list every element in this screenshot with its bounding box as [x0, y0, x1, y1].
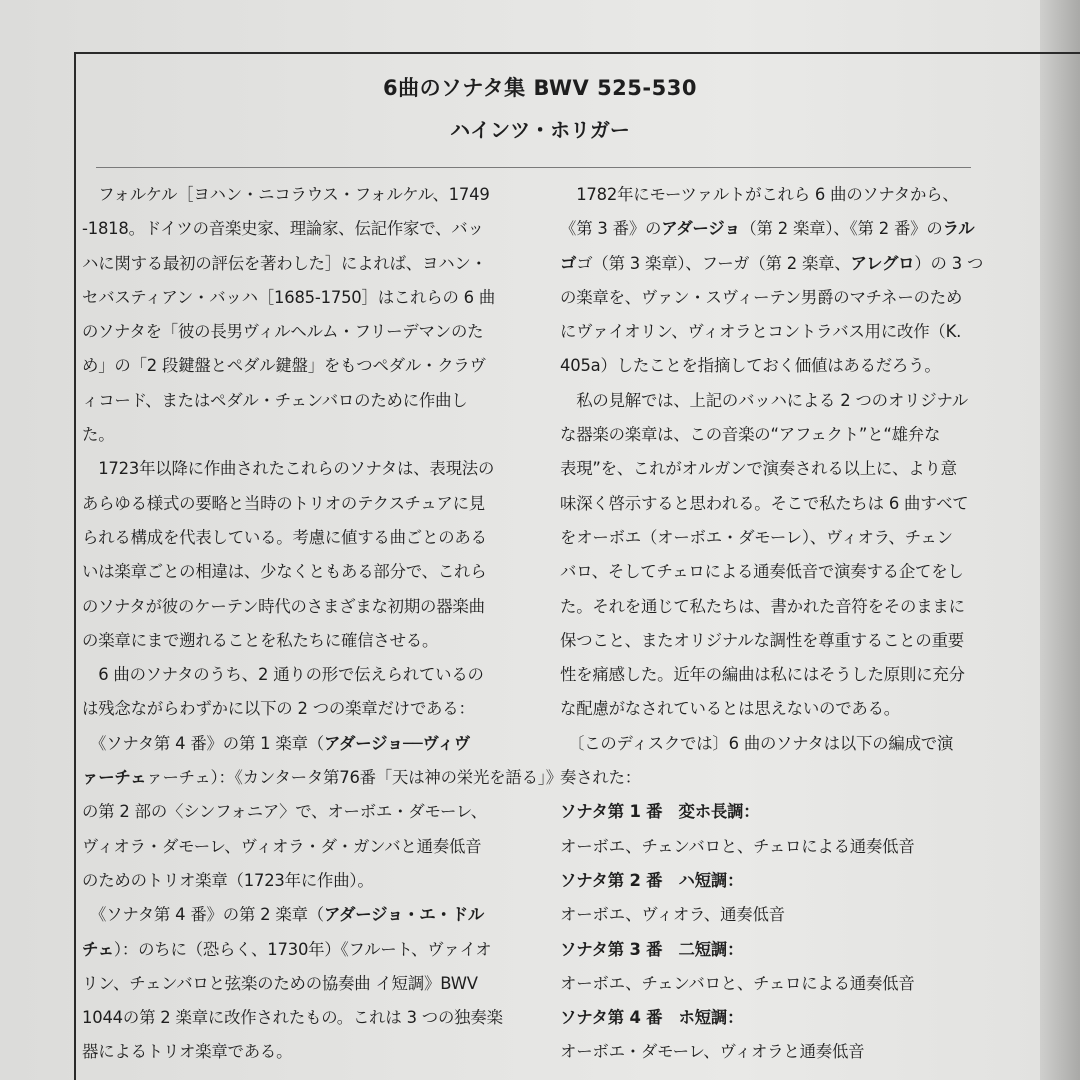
- text-line: の第 2 部の〈シンフォニア〉で、オーボエ・ダモーレ、: [82, 802, 487, 822]
- right-column: [560, 178, 1000, 1070]
- text-line: 奏された：: [560, 768, 641, 788]
- movement-title: ラル: [942, 219, 975, 239]
- text-line: た。: [82, 425, 115, 445]
- text-fragment: ）：のちに（恐らく、1730年）《フルート、ヴァイオ: [113, 939, 492, 959]
- text-line: -1818。ドイツの音楽史家、理論家、伝記作家で、バッ: [82, 219, 484, 239]
- sonata-heading: ソナタ第 1 番 変ホ長調：: [560, 802, 760, 822]
- text-line: [560, 247, 1000, 281]
- text-line: られる構成を代表している。考慮に値する曲ごとのある: [82, 527, 487, 547]
- sonata-heading: ソナタ第 4 番 ホ短調：: [560, 1008, 744, 1028]
- left-column: [82, 178, 562, 1070]
- text-line: は残念ながらわずかに以下の 2 つの楽章だけである：: [82, 699, 475, 719]
- text-fragment: ゴ（第 3 楽章）、フーガ（第 2 楽章、: [576, 253, 851, 273]
- text-line: [82, 898, 522, 932]
- text-line: をオーボエ（オーボエ・ダモーレ）、ヴィオラ、チェン: [560, 527, 953, 547]
- text-line: の楽章を、ヴァン・スヴィーテン男爵のマチネーのため: [560, 287, 963, 307]
- text-line: いは楽章ごとの相違は、少なくともある部分で、これら: [82, 562, 487, 582]
- text-line: 器によるトリオ楽章である。: [82, 1042, 293, 1062]
- movement-title: アレグロ: [850, 253, 915, 273]
- sonata-heading: ソナタ第 3 番 二短調：: [560, 939, 744, 959]
- text-fragment: 《ソナタ第 4 番》の第 1 楽章（: [82, 733, 324, 753]
- text-fragment: 《第 3 番》の: [560, 219, 662, 239]
- text-line: 6 曲のソナタのうち、2 通りの形で伝えられているの: [82, 665, 484, 685]
- text-line: 表現”を、これがオルガンで演奏される以上に、より意: [560, 459, 957, 479]
- text-line: た。それを通じて私たちは、書かれた音符をそのままに: [560, 596, 965, 616]
- text-fragment: （第 2 楽章）、《第 2 番》の: [740, 219, 943, 239]
- sonata-instruments: オーボエ・ダモーレ、ヴィオラと通奏低音: [560, 1042, 865, 1062]
- movement-title: ゴ: [560, 253, 577, 273]
- text-line: 405a）したことを指摘しておく価値はあるだろう。: [560, 356, 941, 376]
- text-line: にヴァイオリン、ヴィオラとコントラバス用に改作（K.: [560, 322, 962, 342]
- text-line: の楽章にまで遡れることを私たちに確信させる。: [82, 630, 439, 650]
- movement-title: アダージョ・エ・ドル: [323, 905, 485, 925]
- text-line: ヴィオラ・ダモーレ、ヴィオラ・ダ・ガンバと通奏低音: [82, 836, 482, 856]
- text-line: あらゆる様式の要略と当時のトリオのテクスチュアに見: [82, 493, 485, 513]
- text-fragment: ）の 3 つ: [914, 253, 984, 273]
- text-line: 1044の第 2 楽章に改作されたもの。これは 3 つの独奏楽: [82, 1008, 503, 1028]
- text-line: セバスティアン・バッハ［1685-1750］はこれらの 6 曲: [82, 287, 496, 307]
- text-line: な配慮がなされているとは思えないのである。: [560, 699, 901, 719]
- movement-title: アダージョ──ヴィヴ: [323, 733, 471, 753]
- text-line: 〔このディスクでは〕6 曲のソナタは以下の編成で演: [560, 733, 954, 753]
- text-line: リン、チェンバロと弦楽のための協奏曲 イ短調》BWV: [82, 973, 478, 993]
- text-line: な器楽の楽章は、この音楽の“アフェクト”と“雄弁な: [560, 425, 941, 445]
- author-name: ハインツ・ホリガー: [450, 118, 630, 142]
- movement-title: チェ: [82, 939, 114, 959]
- text-line: のためのトリオ楽章（1723年に作曲）。: [82, 870, 374, 890]
- text-line: 私の見解では、上記のバッハによる 2 つのオリジナル: [560, 390, 969, 410]
- sonata-instruments: オーボエ、ヴィオラ、通奏低音: [560, 905, 785, 925]
- page-title: 6曲のソナタ集 BWV 525-530: [383, 76, 697, 100]
- text-line: フォルケル［ヨハン・ニコラウス・フォルケル、1749: [82, 185, 490, 204]
- text-line: バロ、そしてチェロによる通奏低音で演奏する企てをし: [560, 562, 964, 582]
- header-divider: [96, 167, 971, 168]
- sonata-instruments: オーボエ、チェンバロと、チェロによる通奏低音: [560, 836, 915, 856]
- movement-title: ァーチェ: [82, 768, 147, 788]
- text-line: のソナタが彼のケーテン時代のさまざまな初期の器楽曲: [82, 596, 485, 616]
- text-fragment: ァーチェ）：《カンタータ第76番「天は神の栄光を語る」》: [146, 768, 562, 788]
- text-line: ハに関する最初の評伝を著わした］によれば、ヨハン・: [82, 253, 487, 273]
- text-line: め」の「2 段鍵盤とペダル鍵盤」をもつペダル・クラヴ: [82, 356, 486, 376]
- text-line: 味深く啓示すると思われる。そこで私たちは 6 曲すべて: [560, 493, 969, 513]
- text-line: 1782年にモーツァルトがこれら 6 曲のソナタから、: [560, 185, 959, 204]
- text-line: 保つこと、またオリジナルな調性を尊重することの重要: [560, 630, 964, 650]
- text-line: 1723年以降に作曲されたこれらのソナタは、表現法の: [82, 459, 495, 479]
- text-line: [82, 761, 562, 795]
- text-line: のソナタを「彼の長男ヴィルヘルム・フリーデマンのた: [82, 322, 484, 342]
- text-fragment: 《ソナタ第 4 番》の第 2 楽章（: [82, 905, 324, 925]
- movement-title: アダージョ: [661, 219, 741, 239]
- text-line: [82, 727, 522, 761]
- text-line: 性を痛感した。近年の編曲は私にはそうした原則に充分: [560, 665, 965, 685]
- text-line: [560, 212, 1000, 246]
- text-line: [82, 933, 522, 967]
- text-line: ィコード、またはペダル・チェンバロのために作曲し: [82, 390, 468, 410]
- sonata-instruments: オーボエ、チェンバロと、チェロによる通奏低音: [560, 973, 915, 993]
- sonata-heading: ソナタ第 2 番 ハ短調：: [560, 870, 744, 890]
